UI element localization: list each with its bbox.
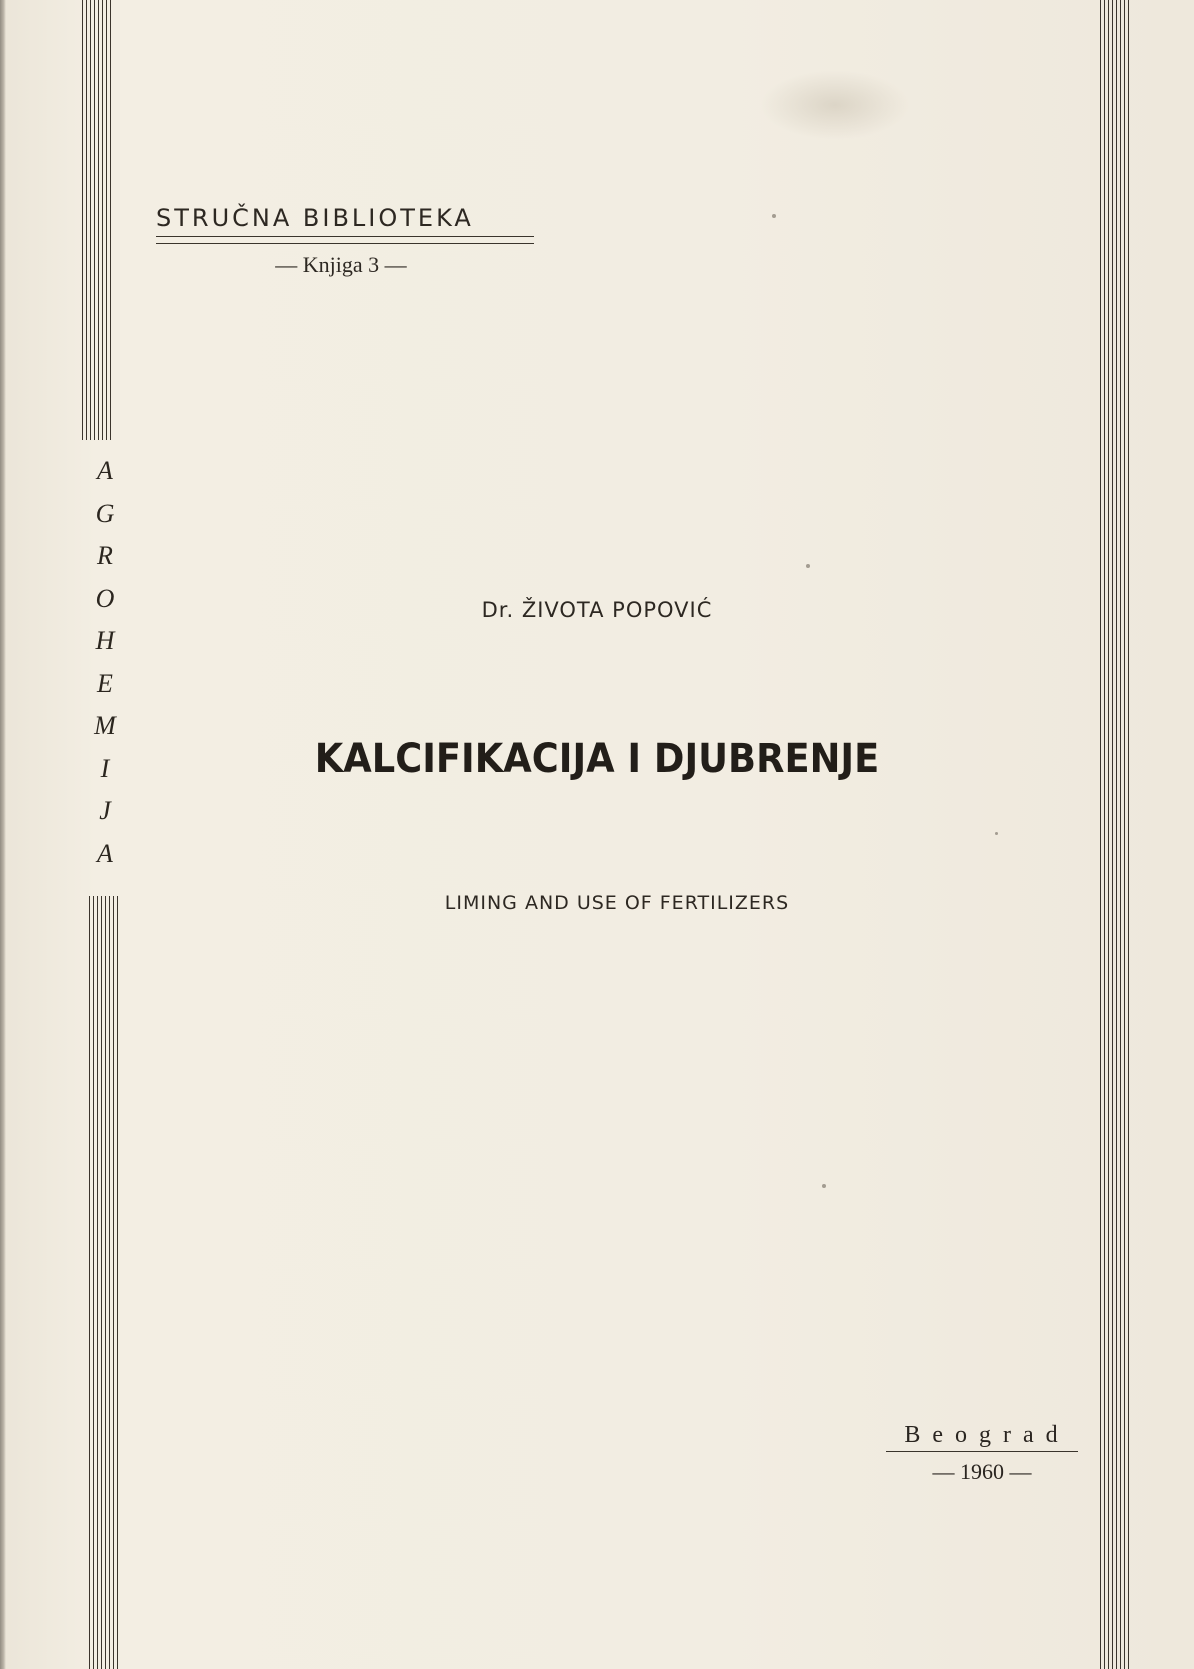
series-title: STRUČNA BIBLIOTEKA bbox=[156, 204, 474, 232]
vertical-letter: O bbox=[95, 583, 115, 613]
left-line-band-bottom bbox=[89, 896, 118, 1669]
paper-speck bbox=[806, 564, 810, 568]
paper-speck bbox=[995, 832, 998, 835]
vertical-letter: H bbox=[95, 626, 115, 655]
vertical-letter: R bbox=[97, 541, 113, 570]
vertical-letter: J bbox=[99, 796, 111, 825]
book-title: KALCIFIKACIJA I DJUBRENJE bbox=[314, 736, 880, 782]
imprint-city: Beograd bbox=[904, 1422, 1070, 1448]
series-block bbox=[156, 204, 536, 278]
imprint-rule bbox=[886, 1451, 1078, 1455]
book-subtitle: LIMING AND USE OF FERTILIZERS bbox=[444, 892, 790, 914]
vertical-letter: A bbox=[97, 838, 113, 868]
series-book-number: — Knjiga 3 — bbox=[275, 252, 407, 277]
spine-edge bbox=[0, 0, 6, 1669]
imprint-year: — 1960 — bbox=[932, 1459, 1032, 1484]
paper-speck bbox=[822, 1184, 826, 1188]
vertical-letter: E bbox=[97, 668, 113, 698]
series-double-rule bbox=[156, 236, 534, 244]
paper-speck bbox=[772, 214, 776, 218]
author-name: Dr. ŽIVOTA POPOVIĆ bbox=[481, 598, 713, 622]
vertical-letter: I bbox=[100, 753, 110, 783]
vertical-letter: G bbox=[95, 498, 115, 528]
paper-stain bbox=[760, 70, 910, 140]
imprint-block bbox=[884, 1422, 1080, 1485]
vertical-letter: M bbox=[94, 711, 116, 740]
vertical-subject-word bbox=[88, 450, 122, 875]
right-line-band bbox=[1100, 0, 1129, 1669]
left-line-band-top bbox=[82, 0, 111, 440]
vertical-letter: A bbox=[97, 456, 113, 485]
